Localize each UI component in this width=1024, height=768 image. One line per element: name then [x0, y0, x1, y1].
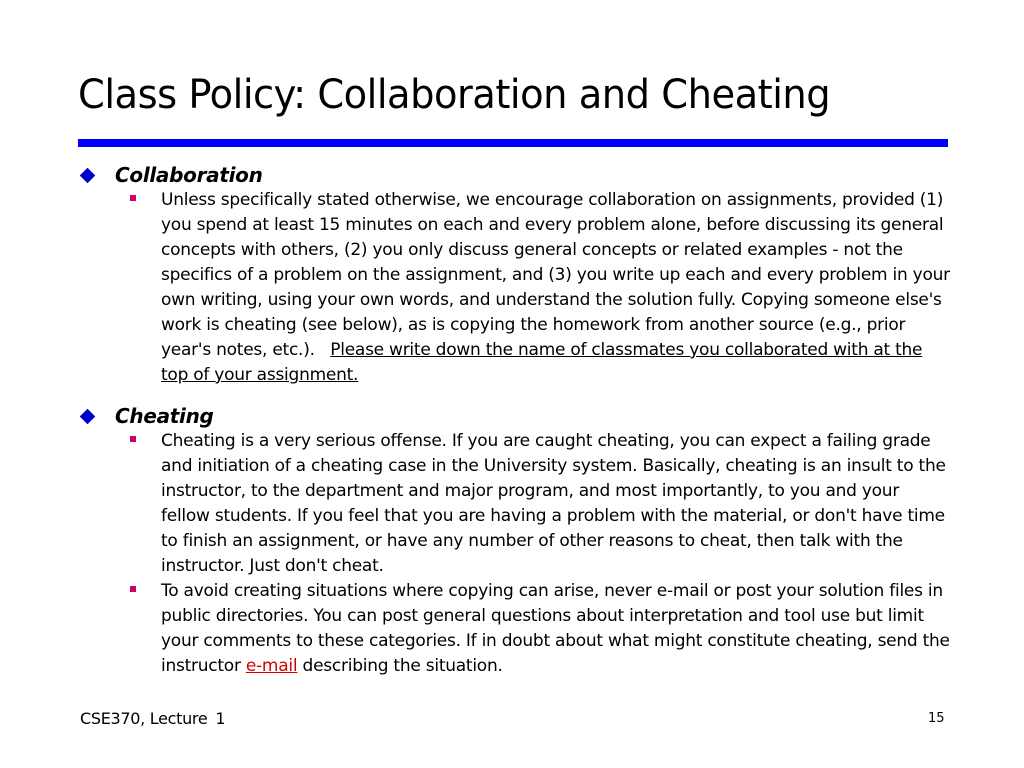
collaboration-item-text: [161, 188, 951, 388]
collaboration-heading: [80, 163, 263, 187]
cheating-item-1-text: Cheating is a very serious offense. If you are caught cheating, you can expect a failing grade and initiation of a cheating case in the University system. Basically, cheating is an insult to the instructor, to the department and major program, and most importantly, to you and your fellow students. If you feel that you are having a problem with the material, or don't have time to finish an assignment, or have any number of other reasons to cheat, then talk with the instructor. Just don't cheat.: [161, 431, 946, 576]
collaborator-names-instruction: Please write down the name of classmates you collaborated with at the top of your assignment.: [161, 340, 923, 385]
square-bullet-icon: [130, 195, 136, 201]
square-bullet-icon: [130, 436, 136, 442]
cheating-item-2-body: To avoid creating situations where copying can arise, never e-mail or post your solution files in public directories. You can post general questions about interpretation and tool use but limit your comments to these categories. If in doubt about what might constitute cheating, send the instructor: [161, 581, 950, 676]
collaboration-item-body: Unless specifically stated otherwise, we encourage collaboration on assignments, provided (1) you spend at least 15 minutes on each and every problem alone, before discussing its general concepts with others, (2) you only discuss general concepts or related examples - not the specifics of a problem on the assignment, and (3) you write up each and every problem in your own writing, using your own words, and understand the solution fully. Copying someone else's work is cheating (see below), as is copying the homework from another source (e.g., prior year's notes, etc.).: [161, 190, 950, 360]
footer-course: [80, 709, 225, 728]
diamond-bullet-icon: [80, 167, 96, 183]
footer-lecture-number: 1: [215, 709, 226, 728]
title-rule: [78, 139, 948, 147]
footer-course-label: CSE370, Lecture: [80, 709, 208, 728]
collaboration-label: Collaboration: [115, 163, 263, 187]
page-number: 15: [928, 711, 945, 726]
cheating-heading: [80, 404, 214, 428]
slide-title: Class Policy: Collaboration and Cheating: [78, 72, 831, 118]
diamond-bullet-icon: [80, 408, 96, 424]
email-instructor-link[interactable]: e-mail: [245, 656, 298, 676]
cheating-item-2-end: describing the situation.: [302, 656, 503, 676]
square-bullet-icon: [130, 586, 136, 592]
cheating-item-2-text: [161, 579, 951, 679]
cheating-label: Cheating: [115, 404, 214, 428]
